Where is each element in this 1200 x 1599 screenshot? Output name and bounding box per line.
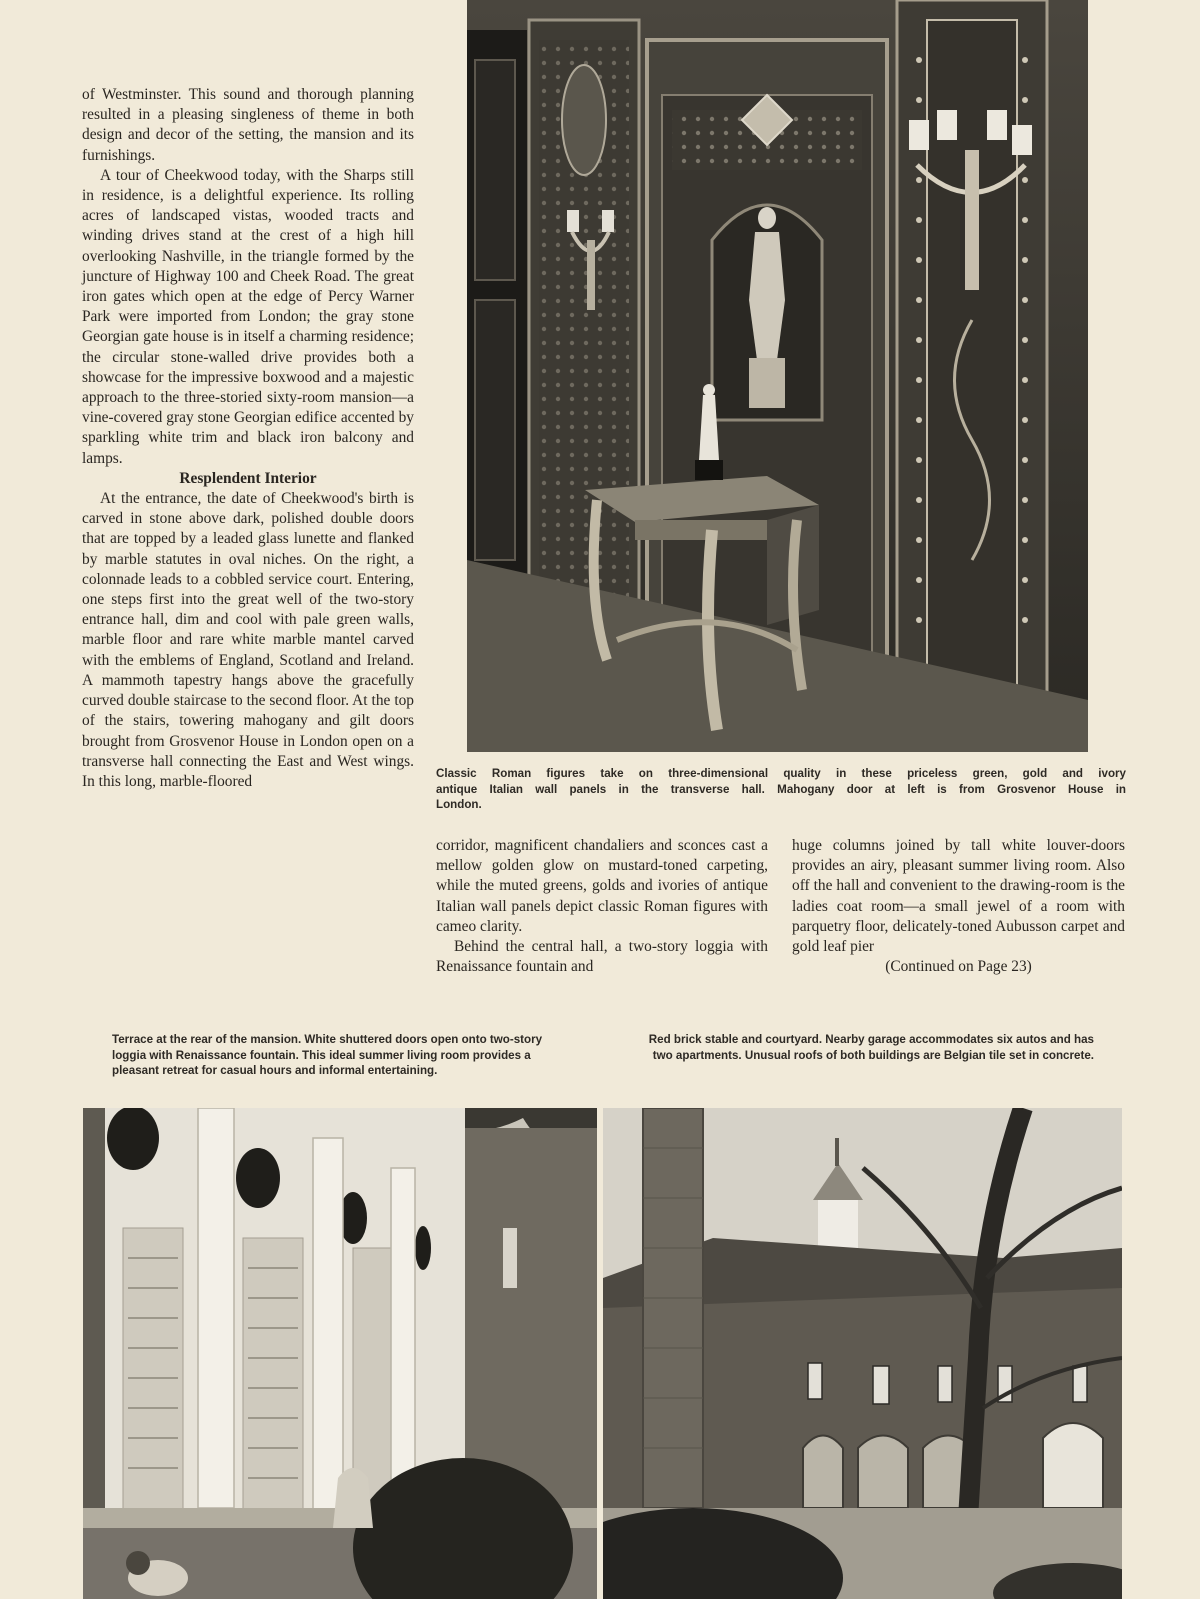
article-left-column <box>82 85 414 792</box>
article-paragraph: huge columns joined by tall white louver-doors provides an airy, pleasant summer living room. Also off the hall and convenient to the drawing-room is the ladies coat room—a small jewel of a room with parquetry floor, delicately-toned Aubusson carpet and gold leaf pier <box>792 837 1125 956</box>
article-middle-column <box>436 836 768 977</box>
caption-stable-photo: Red brick stable and courtyard. Nearby garage accommodates six autos and has two apartments. Unusual roofs of both buildings are Belgian tile set in concrete. <box>648 1033 1094 1062</box>
article-paragraph: of Westminster. This sound and thorough planning resulted in a pleasing singleness of theme in both design and decor of the setting, the mansion and its furnishings. <box>82 86 414 164</box>
photo-transverse-hall-panels <box>467 0 1088 752</box>
article-paragraph: Behind the central hall, a two-story loggia with Renaissance fountain and <box>436 938 768 976</box>
photo-terrace-loggia <box>83 1108 597 1599</box>
article-paragraph: corridor, magnificent chandaliers and sconces cast a mellow golden glow on mustard-toned carpeting, while the muted greens, golds and ivories of antique Italian wall panels depict classic Roman figures with cameo clarity. <box>436 837 768 935</box>
caption-line: antique Italian wall panels in the transverse hall. Mahogany door at left is from Grosvenor House in <box>436 782 1126 796</box>
caption-line: Classic Roman figures take on three-dimensional quality in these priceless green, gold and ivory <box>436 767 1126 780</box>
article-paragraph: At the entrance, the date of Cheekwood's birth is carved in stone above dark, polished double doors that are topped by a leaded glass lunette and flanked by marble statutes in oval niches. On the right, a colonnade leads to a cobbled service court. Entering, one steps first into the great well of the two-story entrance hall, dim and cool with pale green walls, marble floor and rare white marble mantel carved with the emblems of England, Scotland and Ireland. A mammoth tapestry hangs above the gracefully curved double staircase to the second floor. At the top of the stairs, towering mahogany and gilt doors brought from Grosvenor House in London open on a transverse hall connecting the East and West wings. In this long, marble-floored <box>82 490 414 790</box>
photo-stable-courtyard <box>603 1108 1122 1599</box>
caption-top-photo <box>436 766 1126 813</box>
section-subheading: Resplendent Interior <box>179 469 317 487</box>
continued-note: (Continued on Page 23) <box>885 958 1032 976</box>
caption-line: London. <box>436 798 482 811</box>
article-right-column <box>792 836 1125 977</box>
article-paragraph: A tour of Cheekwood today, with the Sharps still in residence, is a delightful experience. Its rolling acres of landscaped vistas, wooded tracts and winding drives stand at the crest of a high hill overlooking Nashville, in the triangle formed by the juncture of Highway 100 and Cheek Road. The great iron gates which open at the edge of Percy Warner Park were imported from London; the gray stone Georgian gate house is in itself a charming residence; the circular stone-walled drive provides both a showcase for the impressive boxwood and a majestic approach to the three-storied sixty-room mansion—a vine-covered gray stone Georgian edifice accented by sparkling white trim and black iron balcony and lamps. <box>82 166 414 467</box>
caption-terrace-photo: Terrace at the rear of the mansion. White shuttered doors open onto two-story loggia with Renaissance fountain. This ideal summer living room provides a pleasant retreat for casual hours and informal entertaining. <box>112 1033 543 1077</box>
